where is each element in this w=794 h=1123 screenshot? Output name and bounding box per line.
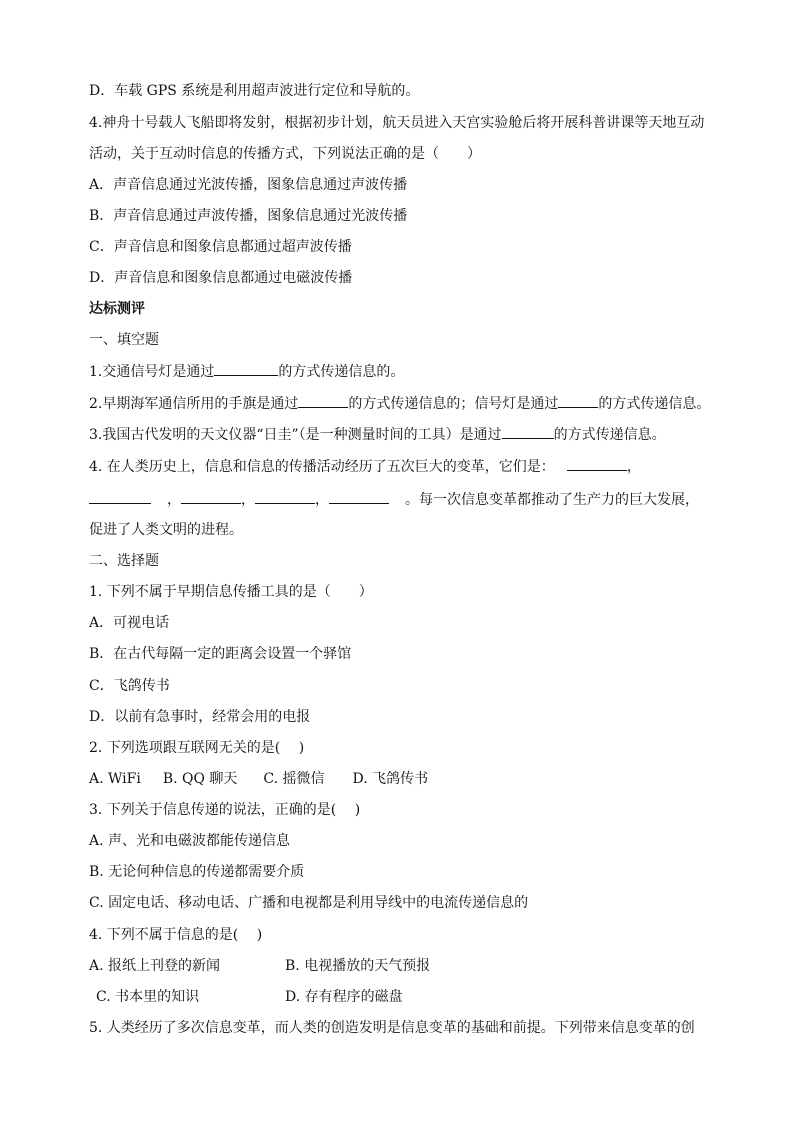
fill-q4-comma2: ， — [167, 492, 181, 508]
q4-option-c: C．声音信息和图象信息都通过超声波传播 — [89, 239, 352, 255]
choice-q2-stem: 2. 下列选项跟互联网无关的是( ) — [89, 740, 305, 756]
choice-q4-option-d: D. 存有程序的磁盘 — [285, 989, 403, 1005]
fill-q4-line1 — [89, 456, 641, 476]
choice-q4-options-row2 — [96, 987, 403, 1007]
q4-option-d: D．声音信息和图象信息都通过电磁波传播 — [89, 270, 353, 286]
choice-q3-stem: 3. 下列关于信息传递的说法，正确的是( ) — [89, 802, 361, 818]
fill-q3-pre: 3.我国古代发明的天文仪器“日圭”（是一种测量时间的工具）是通过 — [89, 427, 502, 443]
fill-q3 — [89, 424, 666, 444]
answer-blank[interactable] — [181, 489, 241, 504]
answer-blank[interactable] — [558, 393, 598, 408]
choice-q1-stem: 1. 下列不属于早期信息传播工具的是（ ） — [89, 584, 373, 600]
choice-q2-option-b: B. QQ 聊天 — [162, 771, 238, 787]
fill-q3-post: 的方式传递信息。 — [553, 427, 666, 443]
fill-q1-pre: 1.交通信号灯是通过 — [89, 364, 215, 380]
prev-question-option-d: D．车载 GPS 系统是利用超声波进行定位和导航的。 — [89, 83, 420, 99]
choice-q1-option-b: B．在古代每隔一定的距离会设置一个驿馆 — [89, 646, 352, 662]
choice-q5-stem: 5. 人类经历了多次信息变革，而人类的创造发明是信息变革的基础和前提。下列带来信息变革的创 — [89, 1020, 695, 1036]
fill-q4-comma4: ， — [315, 492, 329, 508]
q4-option-a: A．声音信息通过光波传播，图象信息通过声波传播 — [89, 177, 408, 193]
fill-q2-post: 的方式传递信息。 — [598, 396, 711, 412]
choice-q4-option-b: B. 电视播放的天气预报 — [285, 958, 431, 974]
fill-q2-mid: 的方式传递信息的；信号灯是通过 — [348, 396, 559, 412]
choice-q1-option-d: D．以前有急事时，经常会用的电报 — [89, 709, 311, 725]
choice-heading: 二、选择题 — [89, 553, 159, 569]
choice-q3-option-b: B. 无论何种信息的传递都需要介质 — [89, 864, 305, 880]
answer-blank[interactable] — [329, 489, 389, 504]
fill-q1 — [89, 361, 404, 381]
choice-q4-option-a: A. 报纸上刊登的新闻 — [89, 958, 221, 974]
fill-q4-comma1: ， — [626, 459, 641, 475]
answer-blank[interactable] — [298, 393, 348, 408]
choice-q2-option-d: D. 飞鸽传书 — [352, 771, 429, 787]
answer-blank[interactable] — [567, 456, 627, 471]
answer-blank[interactable] — [89, 489, 151, 504]
choice-q4-stem: 4. 下列不属于信息的是( ) — [89, 927, 263, 943]
choice-q4-options-row1 — [89, 956, 430, 976]
choice-q1-option-c: C．飞鸽传书 — [89, 678, 170, 694]
fill-q2-pre: 2.早期海军通信所用的手旗是通过 — [89, 396, 299, 412]
choice-q3-option-c: C. 固定电话、移动电话、广播和电视都是利用导线中的电流传递信息的 — [89, 895, 529, 911]
answer-blank[interactable] — [255, 489, 315, 504]
fill-q4-line2 — [89, 489, 699, 509]
answer-blank[interactable] — [502, 424, 554, 439]
choice-q3-option-a: A. 声、光和电磁波都能传递信息 — [89, 833, 291, 849]
q4-stem-line1: 4.神舟十号载人飞船即将发射，根据初步计划，航天员进入天宫实验舱后将开展科普讲课等天地互动 — [89, 115, 705, 131]
section-title: 达标测评 — [89, 301, 145, 317]
fill-q4-post: 。每一次信息变革都推动了生产力的巨大发展， — [405, 492, 699, 508]
fill-q2 — [89, 393, 710, 413]
q4-stem-line2: 活动，关于互动时信息的传播方式，下列说法正确的是（ ） — [89, 146, 481, 162]
answer-blank[interactable] — [214, 361, 278, 376]
q4-option-b: B．声音信息通过声波传播，图象信息通过光波传播 — [89, 208, 408, 224]
choice-q2-option-c: C. 摇微信 — [263, 771, 325, 787]
choice-q4-option-c: C. 书本里的知识 — [96, 989, 200, 1005]
fill-q4-comma3: ， — [241, 492, 255, 508]
fill-q4-pre: 4. 在人类历史上，信息和信息的传播活动经历了五次巨大的变革，它们是： — [89, 459, 555, 475]
fill-q1-post: 的方式传递信息的。 — [278, 364, 405, 380]
choice-q2-options — [89, 769, 428, 789]
choice-q2-option-a: A. WiFi — [89, 771, 141, 787]
fill-q4-line3: 促进了人类文明的进程。 — [89, 522, 243, 538]
choice-q1-option-a: A．可视电话 — [89, 615, 170, 631]
fill-blank-heading: 一、填空题 — [89, 332, 159, 348]
